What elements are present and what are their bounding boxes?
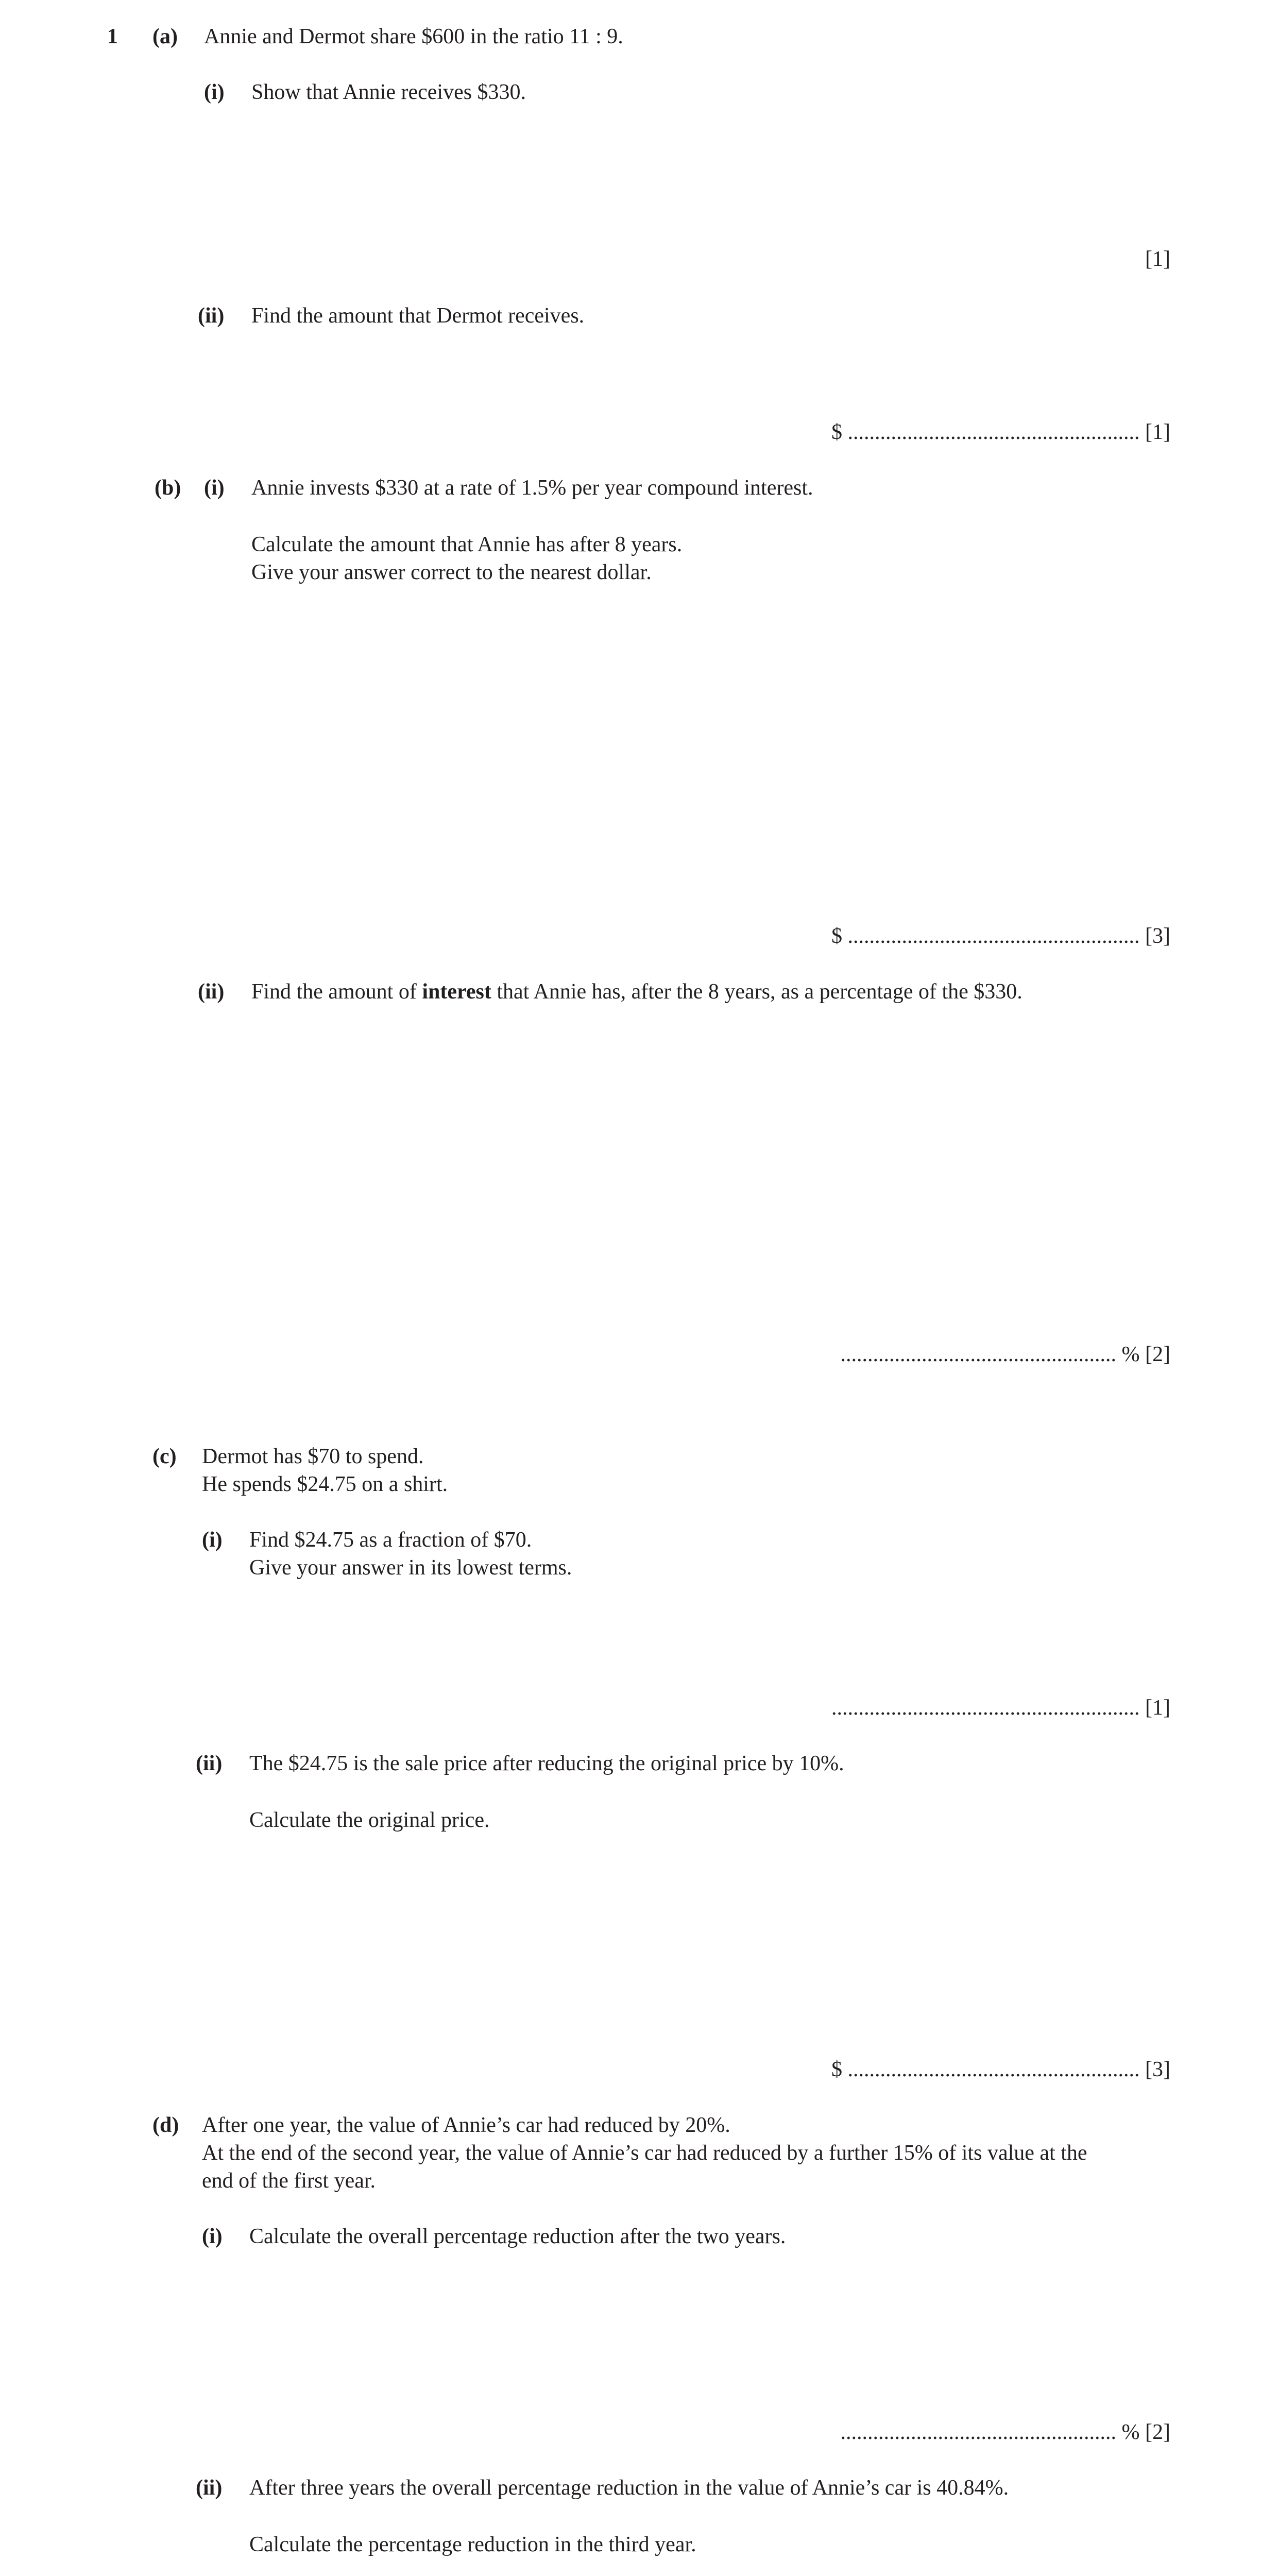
answer-dots: ......................................................	[847, 2058, 1140, 2081]
part-b-label: (b)	[155, 476, 181, 500]
part-b-ii-text	[251, 978, 1023, 1006]
part-c-i-text2: Give your answer in its lowest terms.	[249, 1556, 572, 1580]
part-c-i-answer-line[interactable]	[831, 1694, 1170, 1722]
answer-dots: .........................................................	[831, 1696, 1140, 1720]
part-b-ii-label: (ii)	[198, 980, 225, 1004]
part-c-ii-label: (ii)	[196, 1752, 223, 1775]
part-d-ii-text1: After three years the overall percentage reduction in the value of Annie’s car is 40.84%.	[249, 2476, 1009, 2500]
part-c-ii-text1: The $24.75 is the sale price after reducing the original price by 10%.	[249, 1752, 844, 1775]
part-b-ii-answer-line[interactable]	[841, 1341, 1170, 1368]
marks: [2]	[1145, 1343, 1170, 1366]
part-c-stem1: Dermot has $70 to spend.	[202, 1445, 424, 1468]
marks: [2]	[1145, 2420, 1170, 2444]
dollar-prefix: $	[831, 2058, 843, 2081]
part-d-i-text: Calculate the overall percentage reduction after the two years.	[249, 2225, 786, 2248]
marks: [1]	[1145, 1696, 1170, 1720]
part-d-i-answer-line[interactable]	[841, 2418, 1170, 2446]
text-before: Find the amount of	[251, 980, 422, 1004]
part-d-ii-text2: Calculate the percentage reduction in the third year.	[249, 2533, 696, 2556]
text-after: that Annie has, after the 8 years, as a percentage of the $330.	[491, 980, 1023, 1004]
marks: [3]	[1145, 924, 1170, 948]
part-a-i-label: (i)	[204, 80, 225, 104]
part-a-i-text: Show that Annie receives $330.	[251, 80, 526, 104]
part-c-ii-text2: Calculate the original price.	[249, 1808, 490, 1832]
answer-dots: ......................................................	[847, 924, 1140, 948]
part-d-label: (d)	[152, 2113, 179, 2137]
part-b-i-text1: Annie invests $330 at a rate of 1.5% per year compound interest.	[251, 476, 813, 500]
part-c-i-label: (i)	[202, 1528, 223, 1552]
part-a-ii-answer-line[interactable]	[831, 418, 1170, 446]
percent-suffix: %	[1121, 2420, 1140, 2444]
dollar-prefix: $	[831, 924, 843, 948]
part-a-i-marks: [1]	[1145, 247, 1170, 271]
part-a-label: (a)	[152, 25, 178, 48]
part-c-i-text1: Find $24.75 as a fraction of $70.	[249, 1528, 532, 1552]
part-b-i-answer-line[interactable]	[831, 922, 1170, 950]
answer-dots: ......................................................	[847, 420, 1140, 444]
part-d-stem1: After one year, the value of Annie’s car had reduced by 20%.	[202, 2113, 730, 2137]
part-b-i-text2: Calculate the amount that Annie has after 8 years.	[251, 533, 683, 556]
bold-interest: interest	[422, 980, 491, 1004]
part-c-ii-answer-line[interactable]	[831, 2056, 1170, 2083]
marks: [1]	[1145, 420, 1170, 444]
part-a-ii-label: (ii)	[198, 304, 225, 328]
part-d-stem3: end of the first year.	[202, 2169, 376, 2193]
answer-dots: ...................................................	[840, 1343, 1117, 1366]
part-d-i-label: (i)	[202, 2225, 223, 2248]
part-d-stem2: At the end of the second year, the value of Annie’s car had reduced by a further 15% of its value at the	[202, 2141, 1087, 2165]
part-b-i-label: (i)	[204, 476, 225, 500]
part-c-stem2: He spends $24.75 on a shirt.	[202, 1472, 448, 1496]
part-a-stem: Annie and Dermot share $600 in the ratio 11 : 9.	[204, 25, 623, 48]
part-a-ii-text: Find the amount that Dermot receives.	[251, 304, 585, 328]
dollar-prefix: $	[831, 420, 843, 444]
answer-dots: ...................................................	[840, 2420, 1117, 2444]
percent-suffix: %	[1121, 1343, 1140, 1366]
part-c-label: (c)	[152, 1445, 177, 1468]
question-number: 1	[107, 25, 118, 48]
marks: [3]	[1145, 2058, 1170, 2081]
part-d-ii-label: (ii)	[196, 2476, 223, 2500]
part-b-i-text3: Give your answer correct to the nearest dollar.	[251, 561, 652, 584]
